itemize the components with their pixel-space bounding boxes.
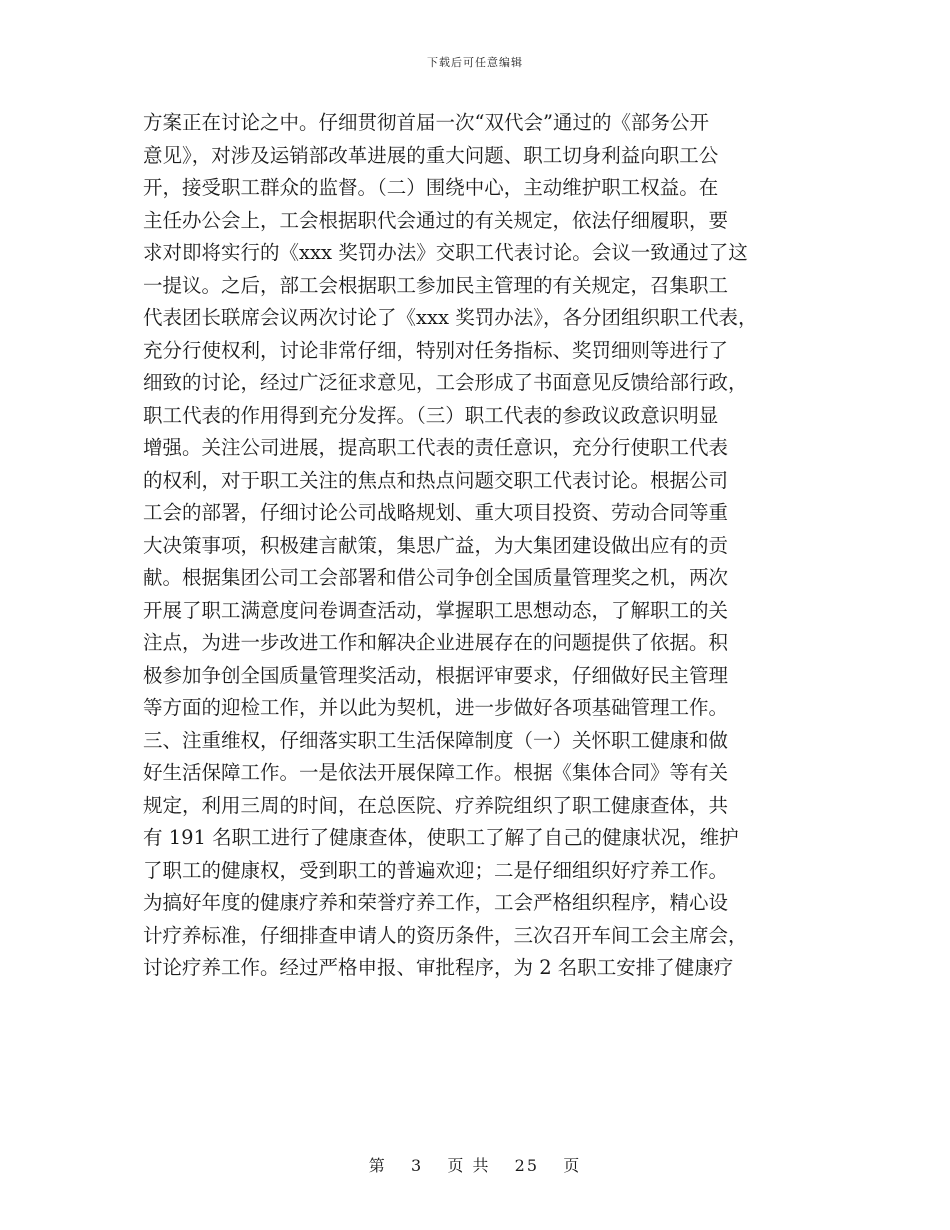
footer-middle: 页 共: [447, 1156, 491, 1175]
body-line: 好生活保障工作。一是依法开展保障工作。根据《集体合同》等有关: [143, 761, 729, 784]
body-line: 讨论疗养工作。经过严格申报、审批程序，为 2 名职工安排了健康疗: [143, 956, 734, 979]
body-line: 工会的部署，仔细讨论公司战略规划、重大项目投资、劳动合同等重: [143, 501, 729, 524]
body-line: 充分行使权利，讨论非常仔细，特别对任务指标、奖罚细则等进行了: [143, 338, 729, 362]
body-line: 细致的讨论，经过广泛征求意见，工会形成了书面意见反馈给部行政，: [143, 371, 748, 394]
body-line: 求对即将实行的《xxx 奖罚办法》交职工代表讨论。会议一致通过了这: [143, 241, 748, 264]
page-header: 下载后可任意编辑: [427, 56, 523, 69]
body-line: 等方面的迎检工作，并以此为契机，进一步做好各项基础管理工作。: [143, 696, 729, 719]
body-line: 的权利，对于职工关注的焦点和热点问题交职工代表讨论。根据公司: [143, 468, 729, 492]
document-body: [143, 107, 823, 985]
current-page-number: 3: [410, 1156, 424, 1175]
body-line: 了职工的健康权，受到职工的普遍欢迎；二是仔细组织好疗养工作。: [143, 858, 729, 882]
page-footer: [0, 1153, 950, 1176]
body-line: 献。根据集团公司工会部署和借公司争创全国质量管理奖之机，两次: [143, 566, 729, 589]
body-line: 大决策事项，积极建言献策，集思广益，为大集团建设做出应有的贡: [143, 533, 729, 557]
body-line: 三、注重维权，仔细落实职工生活保障制度（一）关怀职工健康和做: [143, 728, 729, 752]
body-line: 开，接受职工群众的监督。（二）围绕中心，主动维护职工权益。在: [143, 176, 719, 199]
body-line: 极参加争创全国质量管理奖活动，根据评审要求，仔细做好民主管理: [143, 663, 729, 687]
total-page-count: 25: [514, 1156, 539, 1175]
body-line: 主任办公会上，工会根据职代会通过的有关规定，依法仔细履职，要: [143, 208, 729, 232]
body-line: 规定，利用三周的时间，在总医院、疗养院组织了职工健康查体，共: [143, 793, 729, 817]
body-line: 为搞好年度的健康疗养和荣誉疗养工作，工会严格组织程序，精心设: [143, 891, 729, 914]
body-line: 开展了职工满意度问卷调查活动，掌握职工思想动态，了解职工的关: [143, 598, 729, 622]
body-line: 增强。关注公司进展，提高职工代表的责任意识，充分行使职工代表: [143, 436, 729, 459]
body-line: 有 191 名职工进行了健康查体，使职工了解了自己的健康状况，维护: [143, 826, 739, 849]
footer-prefix: 第: [368, 1156, 387, 1175]
body-line: 一提议。之后，部工会根据职工参加民主管理的有关规定，召集职工: [143, 273, 729, 297]
footer-suffix: 页: [563, 1156, 582, 1175]
body-line: 意见》，对涉及运销部改革进展的重大问题、职工切身利益向职工公: [143, 143, 719, 167]
body-line: 代表团长联席会议两次讨论了《xxx 奖罚办法》，各分团组织职工代表，: [143, 306, 758, 329]
body-line: 计疗养标准，仔细排查申请人的资历条件，三次召开车间工会主席会，: [143, 923, 748, 947]
body-line: 注点，为进一步改进工作和解决企业进展存在的问题提供了依据。积: [143, 631, 729, 654]
body-line: 职工代表的作用得到充分发挥。（三）职工代表的参政议政意识明显: [143, 403, 719, 427]
body-line: 方案正在讨论之中。仔细贯彻首届一次“双代会”通过的《部务公开: [143, 111, 709, 134]
